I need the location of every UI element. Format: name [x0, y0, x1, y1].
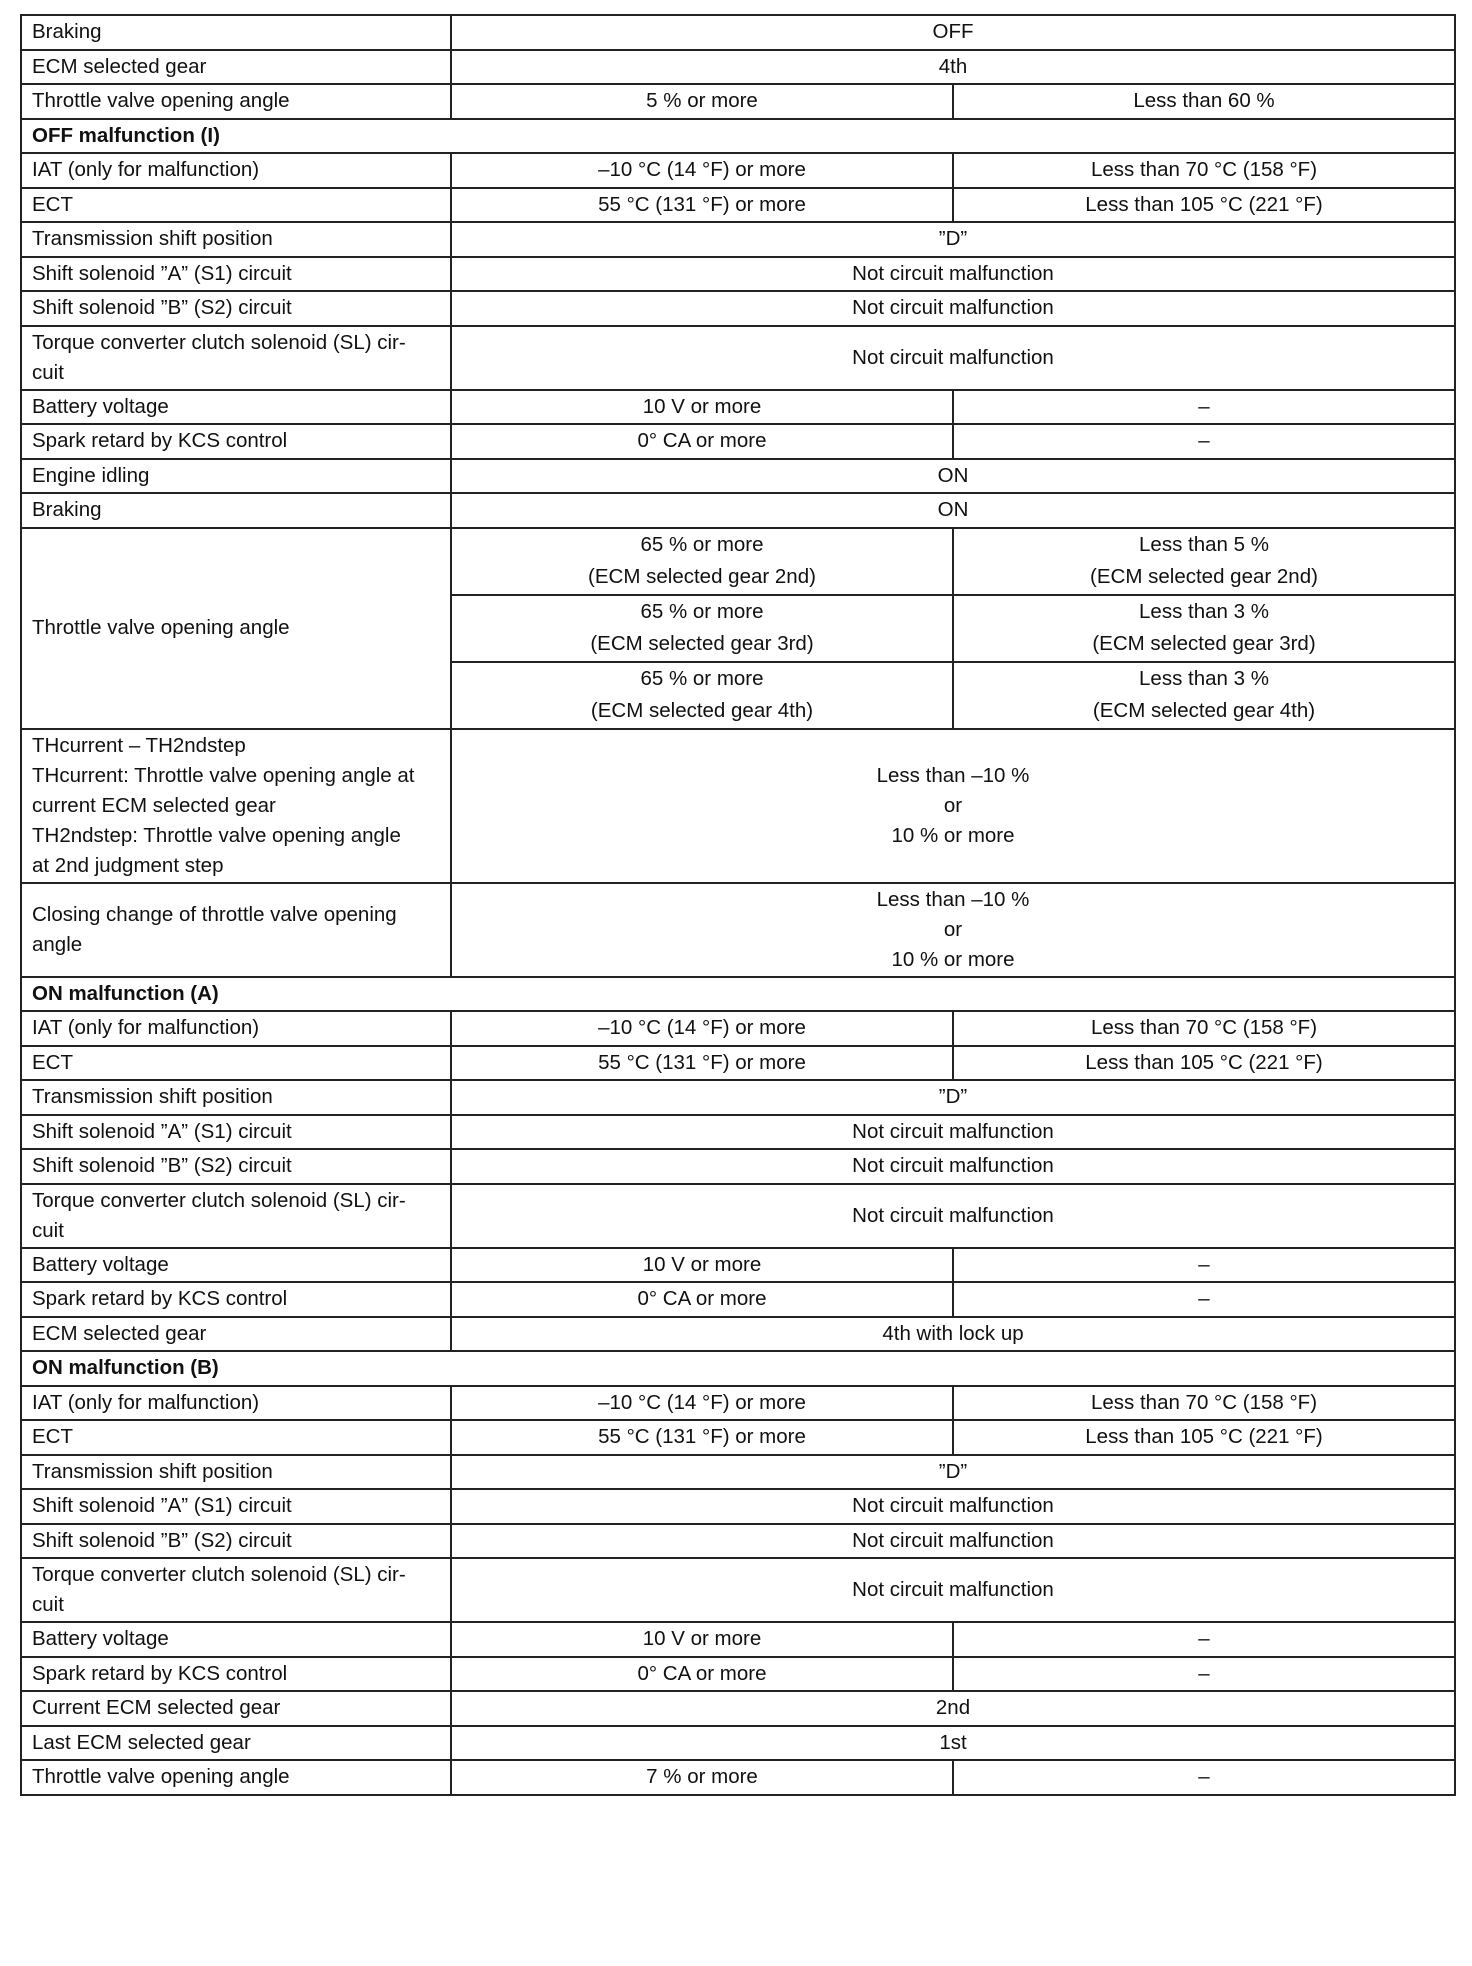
min-value: 5 % or more — [451, 84, 953, 119]
min-value: 10 V or more — [451, 1622, 953, 1657]
condition-label: Shift solenoid ”B” (S2) circuit — [21, 291, 451, 326]
table-row — [21, 1386, 1455, 1421]
condition-value: Not circuit malfunction — [451, 1489, 1455, 1524]
min-value: –10 °C (14 °F) or more — [451, 1386, 953, 1421]
condition-value: ON — [451, 493, 1455, 528]
min-value: 10 V or more — [451, 390, 953, 425]
table-row — [21, 459, 1455, 494]
table-row — [21, 291, 1455, 326]
min-value: 55 °C (131 °F) or more — [451, 188, 953, 223]
min-value: 65 % or more (ECM selected gear 4th) — [451, 662, 953, 729]
condition-label: Shift solenoid ”A” (S1) circuit — [21, 257, 451, 292]
section-heading: ON malfunction (B) — [21, 1351, 1455, 1386]
condition-label: Spark retard by KCS control — [21, 1657, 451, 1692]
condition-value: Not circuit malfunction — [451, 1524, 1455, 1559]
condition-value: 4th — [451, 50, 1455, 85]
condition-value: 1st — [451, 1726, 1455, 1761]
table-row — [21, 1760, 1455, 1795]
table-row — [21, 1455, 1455, 1490]
table-row — [21, 1489, 1455, 1524]
condition-label: Transmission shift position — [21, 222, 451, 257]
table-row — [21, 1691, 1455, 1726]
min-value: 0° CA or more — [451, 1657, 953, 1692]
table-row — [21, 493, 1455, 528]
max-value: Less than 105 °C (221 °F) — [953, 1046, 1455, 1081]
max-value: – — [953, 1760, 1455, 1795]
table-row — [21, 1080, 1455, 1115]
table-row — [21, 326, 1455, 390]
max-value: – — [953, 1248, 1455, 1283]
condition-value: Less than –10 % or 10 % or more — [451, 883, 1455, 977]
table-row — [21, 390, 1455, 425]
max-value: – — [953, 424, 1455, 459]
table-row — [21, 729, 1455, 883]
condition-label: Current ECM selected gear — [21, 1691, 451, 1726]
condition-value: OFF — [451, 15, 1455, 50]
max-value: Less than 70 °C (158 °F) — [953, 153, 1455, 188]
max-value: Less than 70 °C (158 °F) — [953, 1386, 1455, 1421]
condition-label: Battery voltage — [21, 1248, 451, 1283]
condition-value: Not circuit malfunction — [451, 291, 1455, 326]
min-value: 10 V or more — [451, 1248, 953, 1283]
condition-value: ”D” — [451, 1455, 1455, 1490]
condition-label: Transmission shift position — [21, 1455, 451, 1490]
table-row — [21, 222, 1455, 257]
table-row — [21, 50, 1455, 85]
table-row — [21, 188, 1455, 223]
max-value: – — [953, 1622, 1455, 1657]
condition-value: ON — [451, 459, 1455, 494]
table-row — [21, 1046, 1455, 1081]
max-value: Less than 70 °C (158 °F) — [953, 1011, 1455, 1046]
table-row — [21, 1184, 1455, 1248]
min-value: 65 % or more (ECM selected gear 3rd) — [451, 595, 953, 662]
condition-label: Shift solenoid ”A” (S1) circuit — [21, 1489, 451, 1524]
condition-value: Not circuit malfunction — [451, 1115, 1455, 1150]
condition-label: Closing change of throttle valve opening angle — [21, 883, 451, 977]
table-row — [21, 1524, 1455, 1559]
condition-value: 2nd — [451, 1691, 1455, 1726]
min-value: 65 % or more (ECM selected gear 2nd) — [451, 528, 953, 595]
min-value: 55 °C (131 °F) or more — [451, 1420, 953, 1455]
min-value: 55 °C (131 °F) or more — [451, 1046, 953, 1081]
table-row — [21, 257, 1455, 292]
condition-value: Not circuit malfunction — [451, 1149, 1455, 1184]
condition-label: Spark retard by KCS control — [21, 1282, 451, 1317]
table-row — [21, 1282, 1455, 1317]
table-row — [21, 528, 1455, 595]
condition-label: Throttle valve opening angle — [21, 84, 451, 119]
table-row — [21, 1115, 1455, 1150]
table-row — [21, 153, 1455, 188]
condition-value: 4th with lock up — [451, 1317, 1455, 1352]
table-row — [21, 424, 1455, 459]
condition-label: ECT — [21, 1420, 451, 1455]
condition-label: Shift solenoid ”B” (S2) circuit — [21, 1149, 451, 1184]
condition-value: Not circuit malfunction — [451, 257, 1455, 292]
condition-label: Spark retard by KCS control — [21, 424, 451, 459]
max-value: Less than 3 % (ECM selected gear 4th) — [953, 662, 1455, 729]
condition-label: ECT — [21, 1046, 451, 1081]
max-value: Less than 3 % (ECM selected gear 3rd) — [953, 595, 1455, 662]
table-row — [21, 15, 1455, 50]
condition-label: Throttle valve opening angle — [21, 1760, 451, 1795]
conditions-table — [20, 14, 1456, 1796]
condition-label: ECT — [21, 188, 451, 223]
max-value: – — [953, 1282, 1455, 1317]
table-row — [21, 1657, 1455, 1692]
condition-label: Engine idling — [21, 459, 451, 494]
min-value: 0° CA or more — [451, 424, 953, 459]
table-row — [21, 1149, 1455, 1184]
condition-value: Less than –10 % or 10 % or more — [451, 729, 1455, 883]
section-heading: ON malfunction (A) — [21, 977, 1455, 1012]
table-row — [21, 1317, 1455, 1352]
condition-value: Not circuit malfunction — [451, 1558, 1455, 1622]
condition-label: Torque converter clutch solenoid (SL) cir- cuit — [21, 1558, 451, 1622]
condition-value: Not circuit malfunction — [451, 326, 1455, 390]
max-value: – — [953, 390, 1455, 425]
table-row — [21, 1622, 1455, 1657]
condition-label: Transmission shift position — [21, 1080, 451, 1115]
min-value: 0° CA or more — [451, 1282, 953, 1317]
condition-label: THcurrent – TH2ndstep THcurrent: Throttle valve opening angle at current ECM selected gear TH2ndstep: Throttle valve opening angle at 2nd judgment step — [21, 729, 451, 883]
min-value: –10 °C (14 °F) or more — [451, 1011, 953, 1046]
condition-label: Battery voltage — [21, 1622, 451, 1657]
condition-label: Shift solenoid ”A” (S1) circuit — [21, 1115, 451, 1150]
condition-label: Torque converter clutch solenoid (SL) cir- cuit — [21, 1184, 451, 1248]
max-value: Less than 105 °C (221 °F) — [953, 1420, 1455, 1455]
condition-label: Last ECM selected gear — [21, 1726, 451, 1761]
condition-label: Torque converter clutch solenoid (SL) cir- cuit — [21, 326, 451, 390]
condition-label: Braking — [21, 493, 451, 528]
min-value: 7 % or more — [451, 1760, 953, 1795]
section-row — [21, 119, 1455, 154]
condition-value: ”D” — [451, 1080, 1455, 1115]
table-row — [21, 1726, 1455, 1761]
max-value: Less than 105 °C (221 °F) — [953, 188, 1455, 223]
condition-label: Shift solenoid ”B” (S2) circuit — [21, 1524, 451, 1559]
conditions-table-body — [21, 15, 1455, 1795]
section-row — [21, 1351, 1455, 1386]
condition-value: ”D” — [451, 222, 1455, 257]
condition-label: IAT (only for malfunction) — [21, 1011, 451, 1046]
table-row — [21, 1011, 1455, 1046]
table-row — [21, 1558, 1455, 1622]
max-value: – — [953, 1657, 1455, 1692]
max-value: Less than 60 % — [953, 84, 1455, 119]
condition-label: Battery voltage — [21, 390, 451, 425]
min-value: –10 °C (14 °F) or more — [451, 153, 953, 188]
table-row — [21, 1248, 1455, 1283]
section-row — [21, 977, 1455, 1012]
table-row — [21, 84, 1455, 119]
table-row — [21, 1420, 1455, 1455]
condition-label: IAT (only for malfunction) — [21, 153, 451, 188]
condition-value: Not circuit malfunction — [451, 1184, 1455, 1248]
condition-label: IAT (only for malfunction) — [21, 1386, 451, 1421]
condition-label: ECM selected gear — [21, 1317, 451, 1352]
condition-label: ECM selected gear — [21, 50, 451, 85]
section-heading: OFF malfunction (I) — [21, 119, 1455, 154]
condition-label: Throttle valve opening angle — [21, 528, 451, 729]
table-row — [21, 883, 1455, 977]
max-value: Less than 5 % (ECM selected gear 2nd) — [953, 528, 1455, 595]
condition-label: Braking — [21, 15, 451, 50]
